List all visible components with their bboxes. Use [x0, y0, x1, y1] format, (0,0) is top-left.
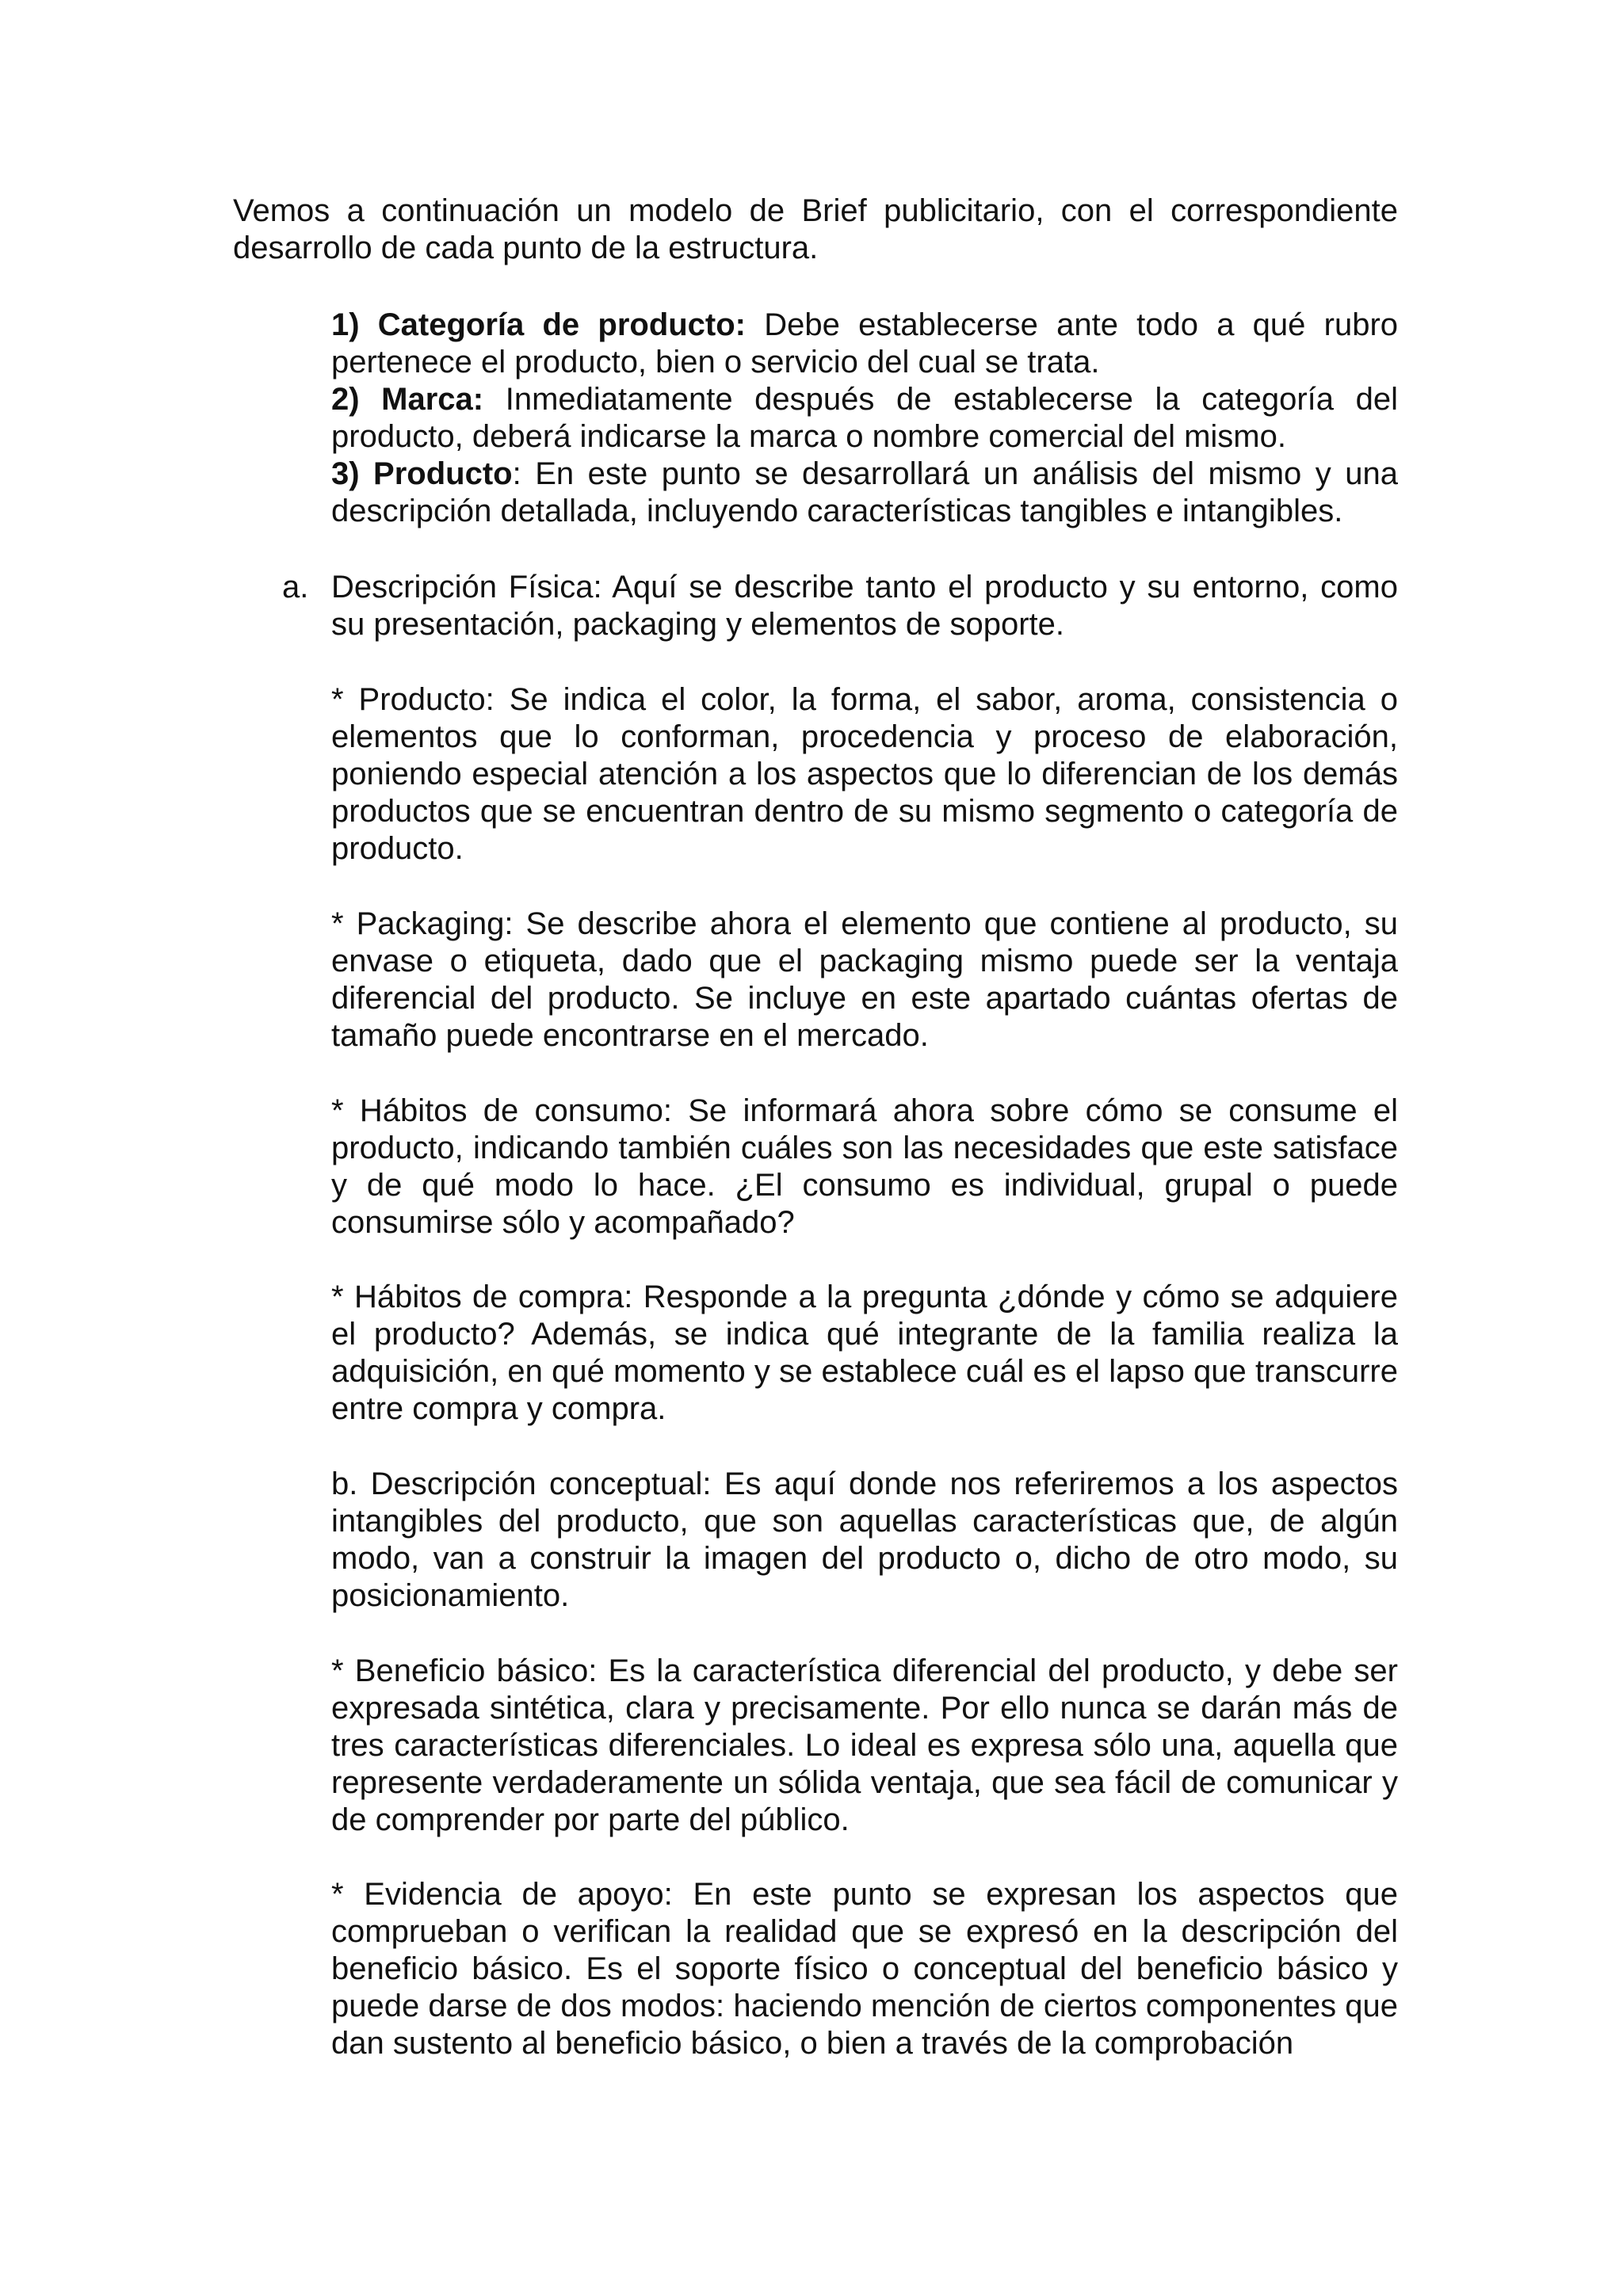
item-marca [331, 381, 1398, 456]
beneficio-basico-paragraph: * Beneficio básico: Es la característica diferencial del producto, y debe ser expresada sintética, clara y precisamente. Por ello nunca se darán más de tres características diferenciales. Lo ideal es expresa sólo una, aquella que represente verdaderamente un sólida ventaja, que sea fácil de comunicar y de comprender por parte del público. [331, 1653, 1398, 1837]
item-categoria-label: 1) Categoría de producto: [331, 307, 747, 342]
descripcion-conceptual-paragraph: b. Descripción conceptual: Es aquí donde nos referiremos a los aspectos intangibles del producto, que son aquellas características que, de algún modo, van a construir la imagen del producto o, dicho de otro modo, su posicionamiento. [331, 1466, 1398, 1613]
habitos-compra-paragraph: * Hábitos de compra: Responde a la pregunta ¿dónde y cómo se adquiere el producto? Además, se indica qué integrante de la familia realiza la adquisición, en qué momento y se establece cuál es el lapso que transcurre entre compra y compra. [331, 1280, 1398, 1426]
packaging-paragraph: * Packaging: Se describe ahora el elemento que contiene al producto, su envase o etiqueta, dado que el packaging mismo puede ser la ventaja diferencial del producto. Se incluye en este apartado cuántas ofertas de tamaño puede encontrarse en el mercado. [331, 906, 1398, 1053]
item-producto-label: 3) Producto [331, 456, 513, 491]
producto-paragraph: * Producto: Se indica el color, la forma, el sabor, aroma, consistencia o elementos que lo conforman, procedencia y proceso de elaboración, poniendo especial atención a los aspectos que lo diferencian de los demás productos que se encuentran dentro de su mismo segmento o categoría de producto. [331, 682, 1398, 866]
item-producto-text: : En este punto se desarrollará un análisis del mismo y una descripción detallada, incluyendo características tangibles e intangibles. [331, 456, 1398, 528]
item-marca-text: Inmediatamente después de establecerse la categoría del producto, deberá indicarse la marca o nombre comercial del mismo. [331, 382, 1399, 454]
habitos-consumo-paragraph: * Hábitos de consumo: Se informará ahora sobre cómo se consume el producto, indicando también cuáles son las necesidades que este satisface y de qué modo lo hace. ¿El consumo es individual, grupal o puede consumirse sólo y acompañado? [331, 1093, 1398, 1240]
intro-paragraph: Vemos a continuación un modelo de Brief publicitario, con el correspondiente desarrollo de cada punto de la estructura. [233, 193, 1398, 265]
item-producto [331, 456, 1398, 530]
evidencia-apoyo-paragraph: * Evidencia de apoyo: En este punto se expresan los aspectos que comprueban o verifican la realidad que se expresó en la descripción del beneficio básico. Es el soporte físico o conceptual del beneficio básico y puede darse de dos modos: haciendo mención de ciertos componentes que dan sustento al beneficio básico, o bien a través de la comprobación [331, 1877, 1398, 2061]
item-categoria [331, 307, 1398, 381]
item-categoria-text: Debe establecerse ante todo a qué rubro pertenece el producto, bien o servicio del cual se trata. [331, 307, 1399, 379]
item-marca-label: 2) Marca: [331, 382, 484, 417]
section-a-paragraph: Descripción Física: Aquí se describe tanto el producto y su entorno, como su presentación, packaging y elementos de soporte. [331, 570, 1398, 642]
section-a-marker: a. [282, 570, 309, 605]
